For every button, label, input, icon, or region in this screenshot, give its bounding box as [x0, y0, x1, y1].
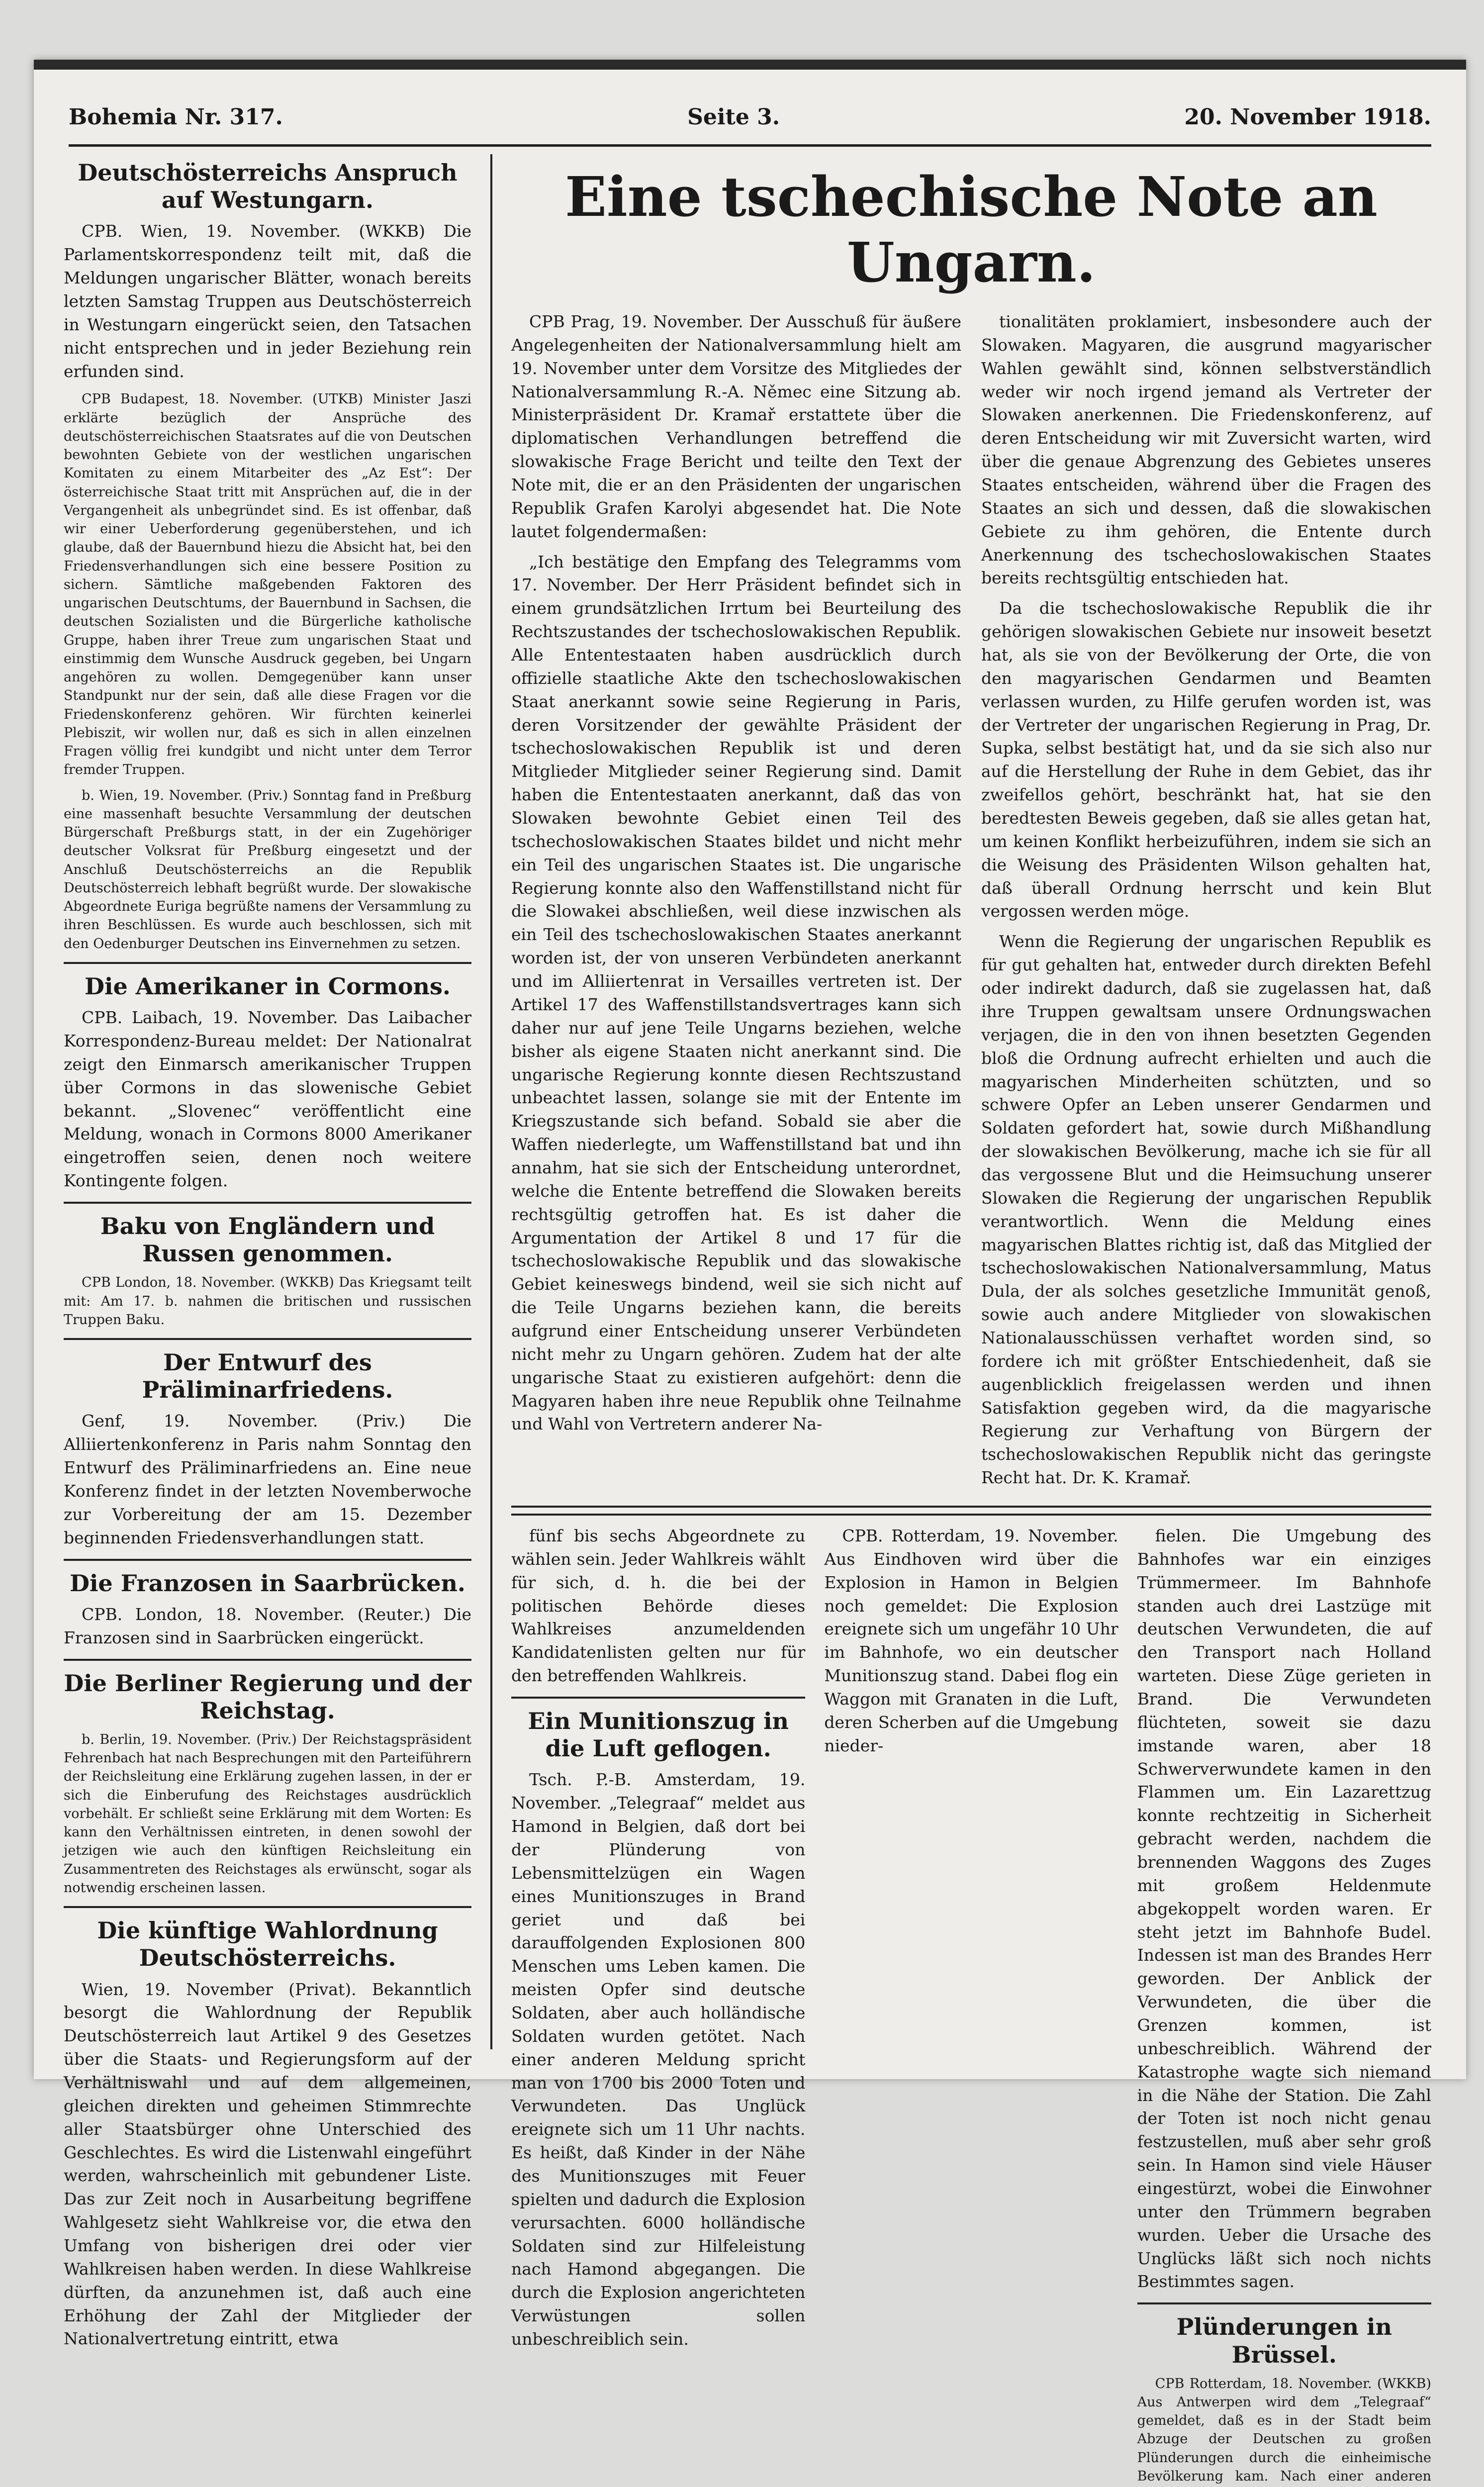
article-reichstag: [64, 1670, 471, 1898]
paragraph: Wenn die Regierung der ungarischen Republik es für gut gehalten hat, entweder durch direkten Befehl oder indirekt dadurch, daß sie zugelassen hat, daß ihre Truppen gewaltsam unsere Ordnungswachen verjagen, die in den von ihnen besetzten Gegenden bloß die Ordnung aufrecht erhielten und auch die magyarischen Minderheiten schützten, und so schwere Opfer an Leben unserer Gendarmen und Soldaten gefordert hat, sowie durch Mißhandlung der slowakischen Bevölkerung, mache ich sie für all das vergossene Blut und die Heimsuchung unserer Slowaken die Regierung der ungarischen Republik verantwortlich. Wenn die Meldung eines magyarischen Blattes richtig ist, daß das Mitglied der tschechoslowakischen Nationalversammlung, Matus Dula, der als solches gesetzliche Immunität genoß, sowie auch andere Mitglieder von slowakischen Nationalausschüssen verhaftet worden sind, so fordere ich mit größter Entschiedenheit, daß sie augenblicklich freigelassen werden und ihnen Satisfaktion gegeben wird, da die magyarische Regierung zur Verhaftung von Bürgern der tschechoslowakischen Republik nicht das geringste Recht hat. Dr. K. Kramař.: [981, 932, 1431, 1488]
masthead: [69, 90, 1431, 147]
paragraph: „Ich bestätige den Empfang des Telegramms vom 17. November. Der Herr Präsident befindet sich in einem grundsätzlichen Irrtum bei Beurteilung des Rechtszustandes der tschechoslowakischen Republik. Alle Ententestaaten haben ausdrücklich durch offizielle staatliche Akte den tschechoslowakischen Staat anerkannt sowie seine Regierung in Paris, deren Vorsitzender der gewählte Präsident der tschechoslowakischen Republik ist und deren Mitglieder Mitglieder seiner Regierung sind. Damit haben die Ententestaaten anerkannt, daß das von Slowaken bewohnte Gebiet einen Teil des tschechoslowakischen Staates bildet und nicht mehr ein Teil des ungarischen Staates ist. Die ungarische Regierung konnte also den Waffenstillstand nicht für die Slowakei abschließen, weil diese inzwischen als ein Teil des tschechoslowakischen Staates anerkannt worden ist, der von unseren Verbündeten anerkannt und im Alliiertenrat in Versailles vertreten ist. Der Artikel 17 des Waffenstillstandsvertrages kann sich daher nur auf jene Teile Ungarns beziehen, welche bisher als eigene Staaten nicht anerkannt sind. Die ungarische Regierung konnte diesen Rechtszustand unbeachtet lassen, solange sie mit der Entente im Kriegszustande sich befand. Sobald sie aber die Waffen niederlegte, um Waffenstillstand bat und ihn annahm, hat sie sich der Entscheidung unterordnet, welche die Entente betreffend die Slowaken bereits rechtsgültig getroffen hat. Es ist daher die Argumentation der Artikel 8 und 17 für die tschechoslowakische Republik und das slowakische Gebiet keineswegs bindend, weil sie sich nicht auf die Teile Ungarns beziehen kann, die bereits aufgrund einer Entscheidung unserer Verbündeten nicht mehr zu Ungarn gehören. Zudem hat der alte ungarische Staat zu existieren aufgehört: denn die Magyaren haben ihre neue Republik ohne Teilnahme und Wahl von Vertretern anderer Na-: [511, 552, 961, 1434]
column-divider: [490, 154, 492, 2049]
article-amerikaner: [64, 973, 471, 1193]
right-area: [511, 154, 1431, 2484]
issue-date: 20. November 1918.: [1184, 104, 1431, 130]
paragraph: Da die tschechoslowakische Republik die ihr gehörigen slowakischen Gebiete nur insoweit besetzt hat, als sie von der Bevölkerung der Orte, die von den magyarischen Gendarmen und Beamten verlassen wurden, zu Hilfe gerufen worden ist, was der Vertreter der ungarischen Regierung in Prag, Dr. Supka, selbst bestätigt hat, und da sie sich also nur auf die Herstellung der Ruhe in dem Gebiet, das ihr zweifellos gehört, beschränkt hat, hat sie den beredtesten Beweis gegeben, daß sie alles getan hat, um keinen Konflikt herbeizuführen, indem sie sich an die Weisung des Präsidenten Wilson gehalten hat, daß überall Ordnung herrscht und kein Blut vergossen werden möge.: [981, 598, 1431, 921]
article-separator: [1137, 2302, 1431, 2304]
paragraph: Genf, 19. November. (Priv.) Die Alliiertenkonferenz in Paris nahm Sonntag den Entwurf des Präliminarfriedens an. Eine neue Konferenz findet in der letzten Novemberwoche zur Vorbereitung der am 15. Dezember beginnenden Friedensverhandlungen statt.: [64, 1411, 471, 1547]
left-column: [64, 154, 471, 2349]
article-wahlordnung: [64, 1917, 471, 2351]
article-westungarn: [64, 159, 471, 953]
paragraph: CPB. Wien, 19. November. (WKKB) Die Parlamentskorrespondenz teilt mit, daß die Meldungen ungarischer Blätter, wonach bereits letzten Samstag Truppen aus Deutschösterreich in Westungarn eingerückt seien, den Tatsachen nicht entsprechen und in jeder Beziehung rein erfunden sind.: [64, 221, 471, 381]
page-number: Seite 3.: [687, 104, 780, 130]
headline: Die Berliner Regierung und der Reichstag.: [64, 1669, 471, 1724]
headline: Plünderungen in Brüssel.: [1176, 2313, 1392, 2368]
headline: Die Franzosen in Saarbrücken.: [70, 1569, 465, 1597]
article-separator: [64, 1202, 471, 1204]
issue-number: Bohemia Nr. 317.: [69, 104, 283, 130]
top-rule: [34, 60, 1466, 70]
headline: Die künftige Wahlordnung Deutschösterreichs.: [97, 1917, 438, 1972]
article-separator: [64, 962, 471, 964]
article-separator: [64, 1559, 471, 1561]
article-baku: [64, 1213, 471, 1329]
paragraph: b. Wien, 19. November. (Priv.) Sonntag fand in Preßburg eine massenhaft besuchte Versammlung der deutschen Bürgerschaft Preßburgs statt, in der ein Zugehöriger deutscher Volksrat für Preßburg eingesetzt und der Anschluß Deutschösterreichs an die Republik Deutschösterreich lebhaft begrüßt wurde. Der slowakische Abgeordnete Euriga begrüßte namens der Versammlung zu ihren Beschlüssen. Es wurde auch beschlossen, sich mit den Oedenburger Deutschen ins Einvernehmen zu setzen.: [64, 787, 471, 952]
newspaper-page: [34, 60, 1466, 2484]
paragraph: Tsch. P.-B. Amsterdam, 19. November. „Telegraaf“ meldet aus Hamond in Belgien, daß dort bei der Plünderung von Lebensmittelzügen ein Wagen eines Munitionszuges in Brand geriet und daß bei darauffolgenden Explosionen 800 Menschen ums Leben kamen. Die meisten Opfer sind deutsche Soldaten, aber auch holländische Soldaten wurden getötet. Nach einer anderen Meldung spricht man von 1700 bis 2000 Toten und Verwundeten. Das Unglück ereignete sich um 11 Uhr nachts. Es heißt, daß Kinder in der Nähe des Munitionszuges mit Feuer spielten und dadurch die Explosion verursachten. 6000 holländische Soldaten sind zur Hilfeleistung nach Hamond abgegangen. Die durch die Explosion angerichteten Verwüstungen sollen unbeschreiblich sein.: [511, 1770, 806, 2349]
headline: Deutschösterreichs Anspruch auf Westungarn.: [78, 159, 458, 214]
article-saarbruecken: [64, 1570, 471, 1650]
paragraph: CPB. London, 18. November. (Reuter.) Die Franzosen sind in Saarbrücken eingerückt.: [64, 1604, 471, 1647]
paragraph: CPB London, 18. November. (WKKB) Das Kriegsamt teilt mit: Am 17. b. nahmen die britischen und russischen Truppen Baku.: [64, 1275, 471, 1328]
main-headline: Eine tschechische Note an Ungarn.: [565, 165, 1378, 294]
paragraph: CPB. Rotterdam, 19. November. Aus Eindhoven wird über die Explosion in Hamon in Belgien noch gemeldet: Die Explosion ereignete sich um ungefähr 10 Uhr im Bahnhofe, wo ein deutscher Munitionszug stand. Dabei flog ein Waggon mit Granaten in die Luft, deren Scherben auf die Umgebung nieder-: [824, 1526, 1118, 1755]
article-separator: [511, 1697, 805, 1699]
lower-col-2: [824, 1525, 1118, 2487]
headline: Die Amerikaner in Cormons.: [85, 972, 451, 1000]
paragraph: fielen. Die Umgebung des Bahnhofes war ein einziges Trümmermeer. Im Bahnhofe standen auch drei Lastzüge mit deutschen Verwundeten, die auf den Transport nach Holland warteten. Diese Züge gerieten in Brand. Die Verwundeten flüchteten, soweit sie dazu imstande waren, aber 18 Schwerverwundete kamen in den Flammen um. Ein Lazarettzug konnte rechtzeitig in Sicherheit gebracht werden, nachdem die brennenden Waggons des Zuges mit großem Heldenmute abgekoppelt worden waren. Er steht jetzt im Bahnhofe Budel. Indessen ist man des Brandes Herr geworden. Der Anblick der Verwundeten, die über die Grenzen kommen, ist unbeschreiblich. Während der Katastrophe wagte sich niemand in die Nähe der Station. Die Zahl der Toten ist noch nicht genau festzustellen, muß aber sehr groß sein. In Hamon sind viele Häuser eingestürzt, wobei die Einwohner unter den Trümmern begraben wurden. Ueber die Ursache des Unglücks läßt sich noch nichts Bestimmtes sagen.: [1137, 1526, 1431, 2292]
article-separator: [64, 1906, 471, 1908]
headline: Ein Munitionszug in die Luft geflogen.: [528, 1707, 789, 1762]
paragraph: Wien, 19. November (Privat). Bekanntlich besorgt die Wahlordnung der Republik Deutschösterreich laut Artikel 9 des Gesetzes über die Staats- und Regierungsform auf der Verhältniswahl und auf dem allgemeinen, gleichen direkten und geheimen Stimmrechte aller Staatsbürger ohne Unterschied des Geschlechtes. Es wird die Listenwahl eingeführt werden, wahrscheinlich mit gebundener Liste. Das zur Zeit noch in Ausarbeitung begriffene Wahlgesetz sieht Wahlkreise vor, die etwa den Umfang von bisherigen drei oder vier Wahlkreisen haben werden. In diese Wahlkreise dürften, da anzunehmen ist, daß auch eine Erhöhung der Zahl der Mitglieder der Nationalvertretung eintritt, etwa: [64, 1979, 471, 2349]
article-praeliminarfrieden: [64, 1349, 471, 1550]
article-separator: [64, 1338, 471, 1340]
headline: Der Entwurf des Präliminarfriedens.: [142, 1349, 393, 1404]
paragraph: tionalitäten proklamiert, insbesondere auch der Slowaken. Magyaren, die ausgrund magyarischer Wahlen gewählt sind, können selbstverständlich weder wir noch irgend jemand als Vertreter der Slowaken anerkennen. Die Friedenskonferenz, auf deren Entscheidung wir mit Zuversicht warten, wird über die genaue Abgrenzung des Gebietes unseres Staates entscheiden, während über die Fragen des Staates an sich und dessen, daß die slowakischen Gebiete zu ihm gehören, die Entente durch Anerkennung des tschechoslowakischen Staates bereits rechtsgültig entschieden hat.: [981, 312, 1431, 588]
main-article: [511, 164, 1431, 1497]
lower-section: [511, 1525, 1431, 2487]
paragraph: b. Berlin, 19. November. (Priv.) Der Reichstagspräsident Fehrenbach hat nach Besprechungen mit den Parteiführern der Reichsleitung eine Erklärung zugehen lassen, in der er sich die Einberufung des Reichstages ausdrücklich vorbehält. Er schließt seine Erklärung mit dem Worten: Es kann den Verhältnissen eintreten, in denen sowohl der jetzigen wie auch den künftigen Reichsleitung ein Zusammentreten des Reichstages als erwünscht, sogar als notwendig erscheinen lassen.: [64, 1731, 471, 1896]
paragraph: CPB. Laibach, 19. November. Das Laibacher Korrespondenz-Bureau meldet: Der Nationalrat zeigt den Einmarsch amerikanischer Truppen über Cormons in das slowenische Gebiet bekannt. „Slovenec“ veröffentlicht eine Meldung, wonach in Cormons 8000 Amerikaner eingetroffen seien, denen noch weitere Kontingente folgen.: [64, 1008, 471, 1191]
paragraph: CPB Budapest, 18. November. (UTKB) Minister Jaszi erklärte bezüglich der Ansprüche des deutschösterreichischen Staatsrates auf die von Deutschen bewohnten Gebiete von der westlichen ungarischen Komitaten zu einem Mitarbeiter des „Az Est“: Der österreichische Staat tritt mit Ansprüchen auf, die in der Vergangenheit als unbegründet sind. Es ist offenbar, daß wir einer Ueberforderung gegenüberstehen, und ich glaube, daß der Bauernbund hiezu die Absicht hat, bei den Friedensverhandlungen sich eine bessere Position zu sichern. Sämtliche maßgebenden Faktoren des ungarischen Deutschtums, der Bauernbund in Sachsen, die deutschen Sozialisten und die Bürgerliche katholische Gruppe, haben ihrer Treue zum ungarischen Staat und einstimmig dem Wunsche Ausdruck gegeben, bei Ungarn angehören zu wollen. Demgegenüber kann unser Standpunkt nur der sein, daß alle diese Fragen vor die Friedenskonferenz gehören. Wir fürchten keinerlei Plebiszit, wir wollen nur, daß es sich in allen einzelnen Fragen völlig frei kundgibt und nicht unter dem Terror fremder Truppen.: [64, 391, 471, 778]
section-separator: [511, 1506, 1431, 1516]
headline: Baku von Engländern und Russen genommen.: [100, 1212, 435, 1267]
paragraph: CPB Prag, 19. November. Der Ausschuß für äußere Angelegenheiten der Nationalversammlung hielt am 19. November unter dem Vorsitze des Mitgliedes der Nationalversammlung R.-A. Němec eine Sitzung ab. Ministerpräsident Dr. Kramař erstattete über die diplomatischen Verhandlungen betreffend die slowakische Frage Bericht und teilte den Text der Note mit, die er an den Präsidenten der ungarischen Republik Grafen Karolyi abgesendet hat. Die Note lautet folgendermaßen:: [511, 312, 961, 541]
article-separator: [64, 1659, 471, 1661]
lower-col-1: [511, 1525, 805, 2487]
paragraph: CPB Rotterdam, 18. November. (WKKB) Aus Antwerpen wird dem „Telegraaf“ gemeldet, daß es in der Stadt beim Abzuge der Deutschen zu großen Plünderungen durch die einheimische Bevölkerung kam. Nach einer anderen: [1137, 2376, 1431, 2484]
paragraph: fünf bis sechs Abgeordnete zu wählen sein. Jeder Wahlkreis wählt für sich, d. h. die bei der politischen Behörde dieses Wahlkreises anzumeldenden Kandidatenlisten gelten nur für den betreffenden Wahlkreis.: [511, 1526, 806, 1686]
lower-col-3: [1137, 1525, 1431, 2487]
